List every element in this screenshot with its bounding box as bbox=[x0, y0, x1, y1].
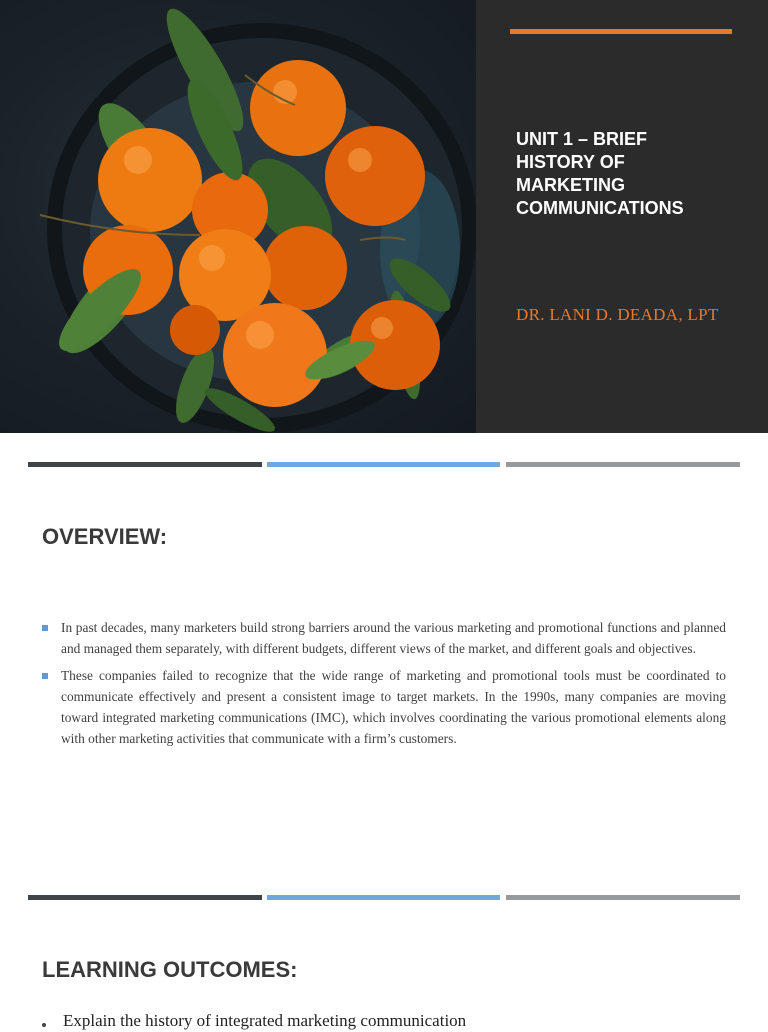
bowl-of-tangerines-icon bbox=[0, 0, 476, 433]
bullet-text: In past decades, many marketers build strong barriers around the various marketing and promotional functions and planned and managed them separately, with different budgets, different views of the market, and different goals and objectives. bbox=[61, 620, 726, 656]
overview-bullet-list bbox=[42, 617, 726, 755]
square-bullet-icon bbox=[42, 625, 48, 631]
divider-segment-blue bbox=[267, 895, 500, 900]
tangerine-bowl-photo bbox=[0, 0, 476, 433]
divider-segment-dark bbox=[28, 462, 262, 467]
square-bullet-icon bbox=[42, 673, 48, 679]
title-panel bbox=[476, 0, 768, 433]
unit-title: UNIT 1 – BRIEF HISTORY OF MARKETING COMMUNICATIONS bbox=[516, 129, 684, 218]
section-divider bbox=[28, 462, 740, 467]
section-divider bbox=[28, 895, 740, 900]
list-item bbox=[42, 1010, 726, 1032]
accent-bar bbox=[510, 29, 732, 34]
divider-segment-dark bbox=[28, 895, 262, 900]
divider-segment-gray bbox=[506, 895, 740, 900]
list-item bbox=[42, 665, 726, 749]
learning-outcomes-list bbox=[42, 1010, 726, 1032]
title-slide bbox=[0, 0, 768, 433]
divider-segment-gray bbox=[506, 462, 740, 467]
author-name: DR. LANI D. DEADA, LPT bbox=[516, 305, 719, 324]
divider-segment-blue bbox=[267, 462, 500, 467]
list-item bbox=[42, 617, 726, 659]
outcome-text: Explain the history of integrated marketing communication bbox=[63, 1011, 467, 1030]
bullet-text: These companies failed to recognize that the wide range of marketing and promotional tools must be coordinated to communicate effectively and present a consistent image to target markets. In the 1990s, many companies are moving toward integrated marketing communications (IMC), which involves coordinating the various promotional elements along with other marketing activities that communicate with a firm’s customers. bbox=[61, 668, 726, 746]
learning-outcomes-heading: LEARNING OUTCOMES: bbox=[42, 957, 298, 982]
overview-heading: OVERVIEW: bbox=[42, 524, 168, 549]
